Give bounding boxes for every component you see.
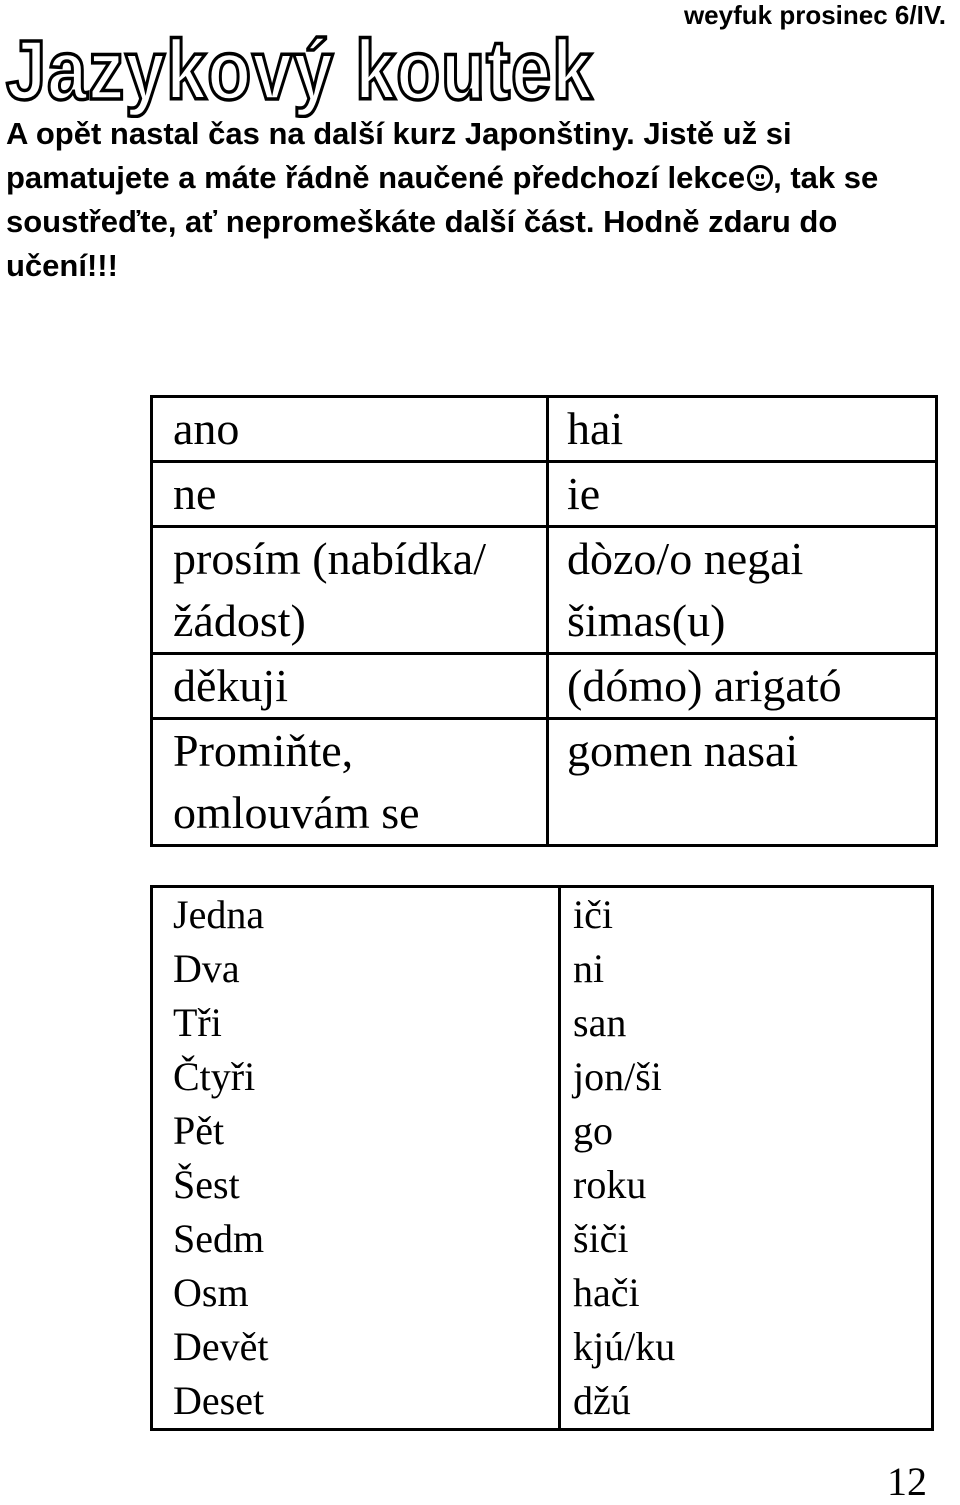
table-row xyxy=(152,654,937,719)
table-row xyxy=(152,462,937,527)
czech-number: Osm xyxy=(173,1270,249,1315)
czech-number: Jedna xyxy=(173,892,265,937)
japanese-cell: ie xyxy=(548,462,937,527)
japanese-number: hači xyxy=(573,1270,640,1315)
czech-number: Pět xyxy=(173,1108,225,1153)
czech-number: Tři xyxy=(173,1000,222,1045)
phrases-table xyxy=(150,395,938,847)
czech-cell: Promiňte, omlouvám se xyxy=(152,719,548,846)
japanese-number: šiči xyxy=(573,1216,629,1261)
japanese-number: jon/ši xyxy=(573,1054,662,1099)
smiley-icon xyxy=(747,165,773,191)
japanese-cell: gomen nasai xyxy=(548,719,937,846)
czech-number: Čtyři xyxy=(173,1054,256,1099)
issue-tag: weyfuk prosinec 6/IV. xyxy=(683,0,946,30)
czech-number: Šest xyxy=(173,1162,240,1207)
czech-cell: ano xyxy=(152,397,548,462)
numbers-table xyxy=(150,885,934,1431)
japanese-number: roku xyxy=(573,1162,647,1207)
japanese-number: džú xyxy=(573,1378,631,1423)
japanese-cell: (dómo) arigató xyxy=(548,654,937,719)
japanese-numbers-cell xyxy=(560,887,933,1430)
czech-number: Devět xyxy=(173,1324,269,1369)
japanese-cell: hai xyxy=(548,397,937,462)
page-number: 12 xyxy=(887,1459,927,1504)
intro-text-end: , tak se soustřeďte, ať nepromeškáte další část. Hodně zdaru do učení!!! xyxy=(6,160,879,283)
czech-cell: ne xyxy=(152,462,548,527)
czech-cell: prosím (nabídka/žádost) xyxy=(152,527,548,654)
czech-number: Dva xyxy=(173,946,240,991)
page-title: Jazykový koutek xyxy=(6,23,594,117)
japanese-number: go xyxy=(573,1108,613,1153)
japanese-number: iči xyxy=(573,892,613,937)
japanese-number: san xyxy=(573,1000,627,1045)
intro-text-start: A opět nastal čas na další kurz Japonštiny. Jistě už si pamatujete a máte řádně naučené předchozí lekce xyxy=(6,116,792,195)
intro-paragraph xyxy=(6,112,951,288)
table-row xyxy=(152,397,937,462)
table-row xyxy=(152,527,937,654)
japanese-number: kjú/ku xyxy=(573,1324,676,1369)
czech-number: Deset xyxy=(173,1378,265,1423)
table-row xyxy=(152,887,933,1430)
czech-cell: děkuji xyxy=(152,654,548,719)
czech-number: Sedm xyxy=(173,1216,265,1261)
czech-numbers-cell xyxy=(152,887,560,1430)
japanese-cell: dòzo/o negai šimas(u) xyxy=(548,527,937,654)
japanese-number: ni xyxy=(573,946,605,991)
table-row xyxy=(152,719,937,846)
